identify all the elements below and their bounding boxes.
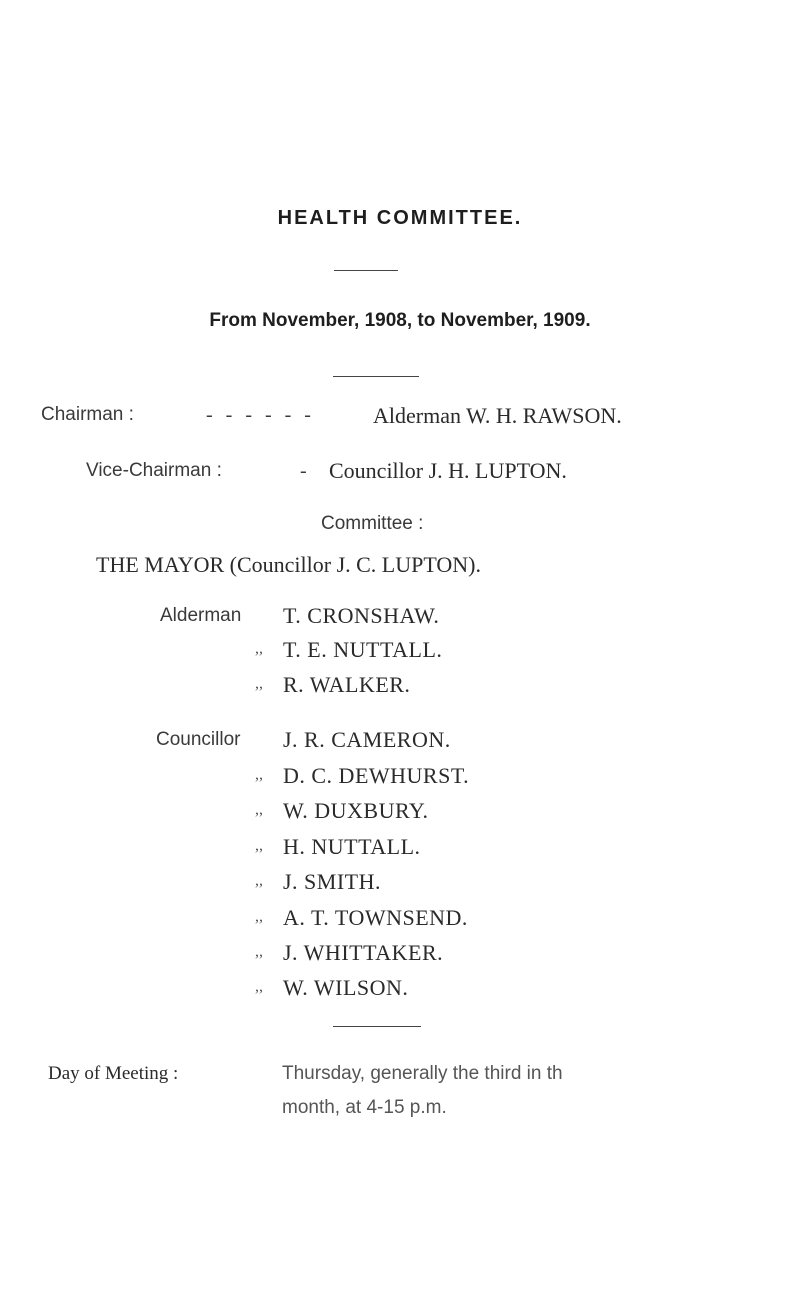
ditto-mark: ,, [255,908,263,925]
vice-chairman-dash: - [300,460,311,482]
chairman-name: Alderman W. H. RAWSON. [373,403,622,428]
ditto-mark: ,, [255,675,263,692]
divider-middle [333,376,419,377]
date-range-subtitle: From November, 1908, to November, 1909. [209,310,591,331]
mayor-entry: THE MAYOR (Councillor J. C. LUPTON). [96,552,482,577]
councillor-name: D. C. DEWHURST. [283,763,470,788]
ditto-mark: ,, [255,837,263,854]
councillor-name: H. NUTTALL. [283,834,421,859]
chairman-label: Chairman : [41,404,134,425]
councillor-name: J. R. CAMERON. [283,727,451,752]
councillor-name: W. WILSON. [283,975,409,1000]
vice-chairman-name: Councillor J. H. LUPTON. [329,458,567,483]
chairman-dashes: - - - - - - [206,404,315,426]
councillor-name: J. SMITH. [283,869,382,894]
meeting-details-line2: month, at 4-15 p.m. [282,1097,447,1118]
alderman-name: T. E. NUTTALL. [283,637,443,662]
ditto-mark: ,, [255,801,263,818]
divider-top [334,270,398,271]
alderman-name: T. CRONSHAW. [283,603,440,628]
councillor-name: A. T. TOWNSEND. [283,905,468,930]
divider-bottom [333,1026,421,1027]
vice-chairman-label: Vice-Chairman : [86,460,222,481]
alderman-title: Alderman [160,605,242,626]
councillor-name: W. DUXBURY. [283,798,429,823]
meeting-details-line1: Thursday, generally the third in th [282,1063,563,1084]
alderman-name: R. WALKER. [283,672,411,697]
ditto-mark: ,, [255,978,263,995]
ditto-mark: ,, [255,943,263,960]
councillor-name: J. WHITTAKER. [283,940,444,965]
councillor-title: Councillor [156,729,241,750]
ditto-mark: ,, [255,872,263,889]
committee-heading: Committee : [321,513,424,534]
page-title: HEALTH COMMITTEE. [277,207,523,229]
meeting-label: Day of Meeting : [48,1063,179,1084]
ditto-mark: ,, [255,640,263,657]
ditto-mark: ,, [255,766,263,783]
